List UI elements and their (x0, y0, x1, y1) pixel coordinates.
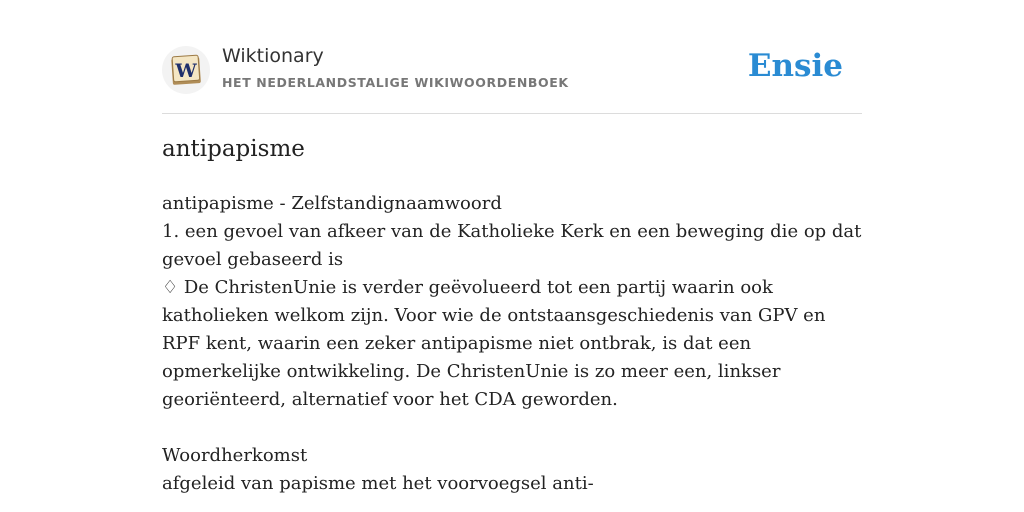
wiktionary-logo-icon (168, 52, 204, 88)
site-header (162, 0, 862, 114)
spacer (162, 414, 862, 442)
page-container (162, 0, 862, 494)
wiktionary-logo[interactable] (162, 46, 210, 94)
logo-letter: W (175, 60, 197, 82)
site-name[interactable]: Wiktionary (222, 45, 324, 67)
etymology-text: afgeleid van papisme met het voorvoegsel anti- (162, 473, 594, 494)
page-title: antipapisme (162, 136, 305, 162)
example-quote: ♢ De ChristenUnie is verder geëvolueerd tot een partij waarin ook katholieken welkom zijn. Voor wie de ontstaansgeschiedenis van GPV en RPF kent, waarin een zeker antipapisme niet ontbrak, is dat een opmerkelijke ontwikkeling. De ChristenUnie is zo meer een, linkser georiënteerd, alternatief voor het CDA geworden. (162, 277, 826, 410)
part-of-speech-line: antipapisme - Zelfstandignaamwoord (162, 193, 502, 214)
definition: 1. een gevoel van afkeer van de Katholieke Kerk en een beweging die op dat gevoel gebaseerd is (162, 221, 862, 270)
entry-body (162, 190, 862, 498)
ensie-brand-link[interactable]: Ensie (747, 48, 843, 84)
etymology-heading: Woordherkomst (162, 445, 308, 466)
site-tagline: HET NEDERLANDSTALIGE WIKIWOORDENBOEK (222, 75, 569, 90)
